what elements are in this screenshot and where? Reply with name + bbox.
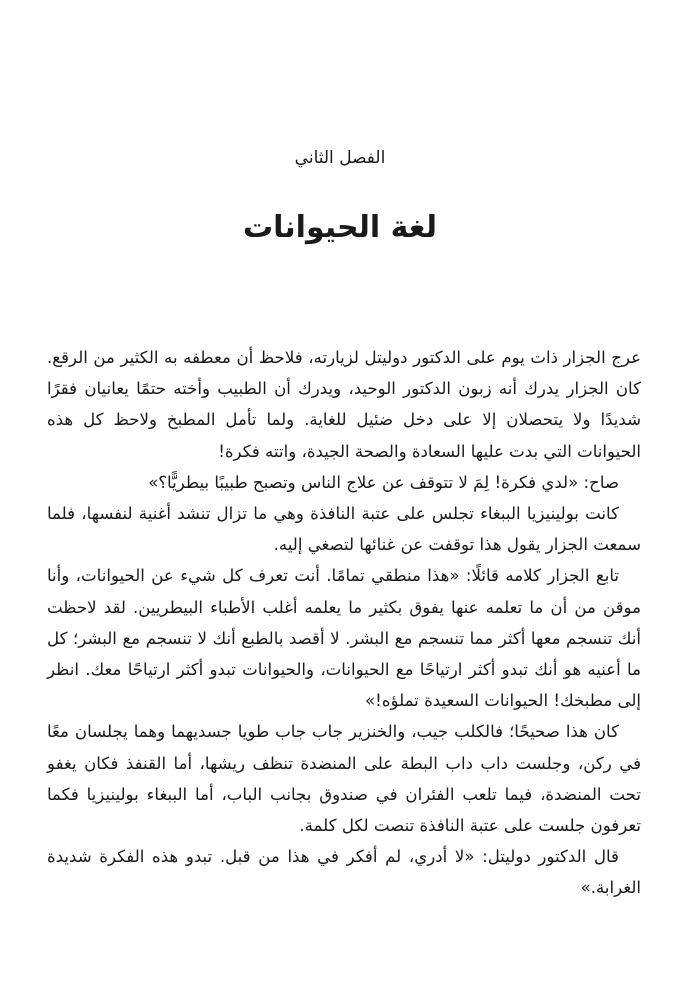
paragraph: كانت بولينيزيا الببغاء تجلس على عتبة النافذة وهي ما تزال تنشد أغنية لنفسها، فلما سمعت الجزار يقول هذا توقفت عن غنائها لتصغي إليه. xyxy=(47,504,641,555)
paragraph: تابع الجزار كلامه قائلًا: «هذا منطقي تمامًا. أنت تعرف كل شيء عن الحيوانات، وأنا موقن من أن ما تعلمه عنها يفوق بكثير ما يعلمه أغلب الأطباء البيطريين. لقد لاحظت أنك تنسجم معها أكثر مما تنسجم مع البشر. لا أقصد بالطبع أنك لا تنسجم مع البشر؛ كل ما أعنيه هو أنك تبدو أكثر ارتياحًا مع الحيوانات، والحيوانات تبدو أكثر ارتياحًا معك. انظر إلى مطبخك! الحيوانات السعيدة تملؤه!» xyxy=(47,566,641,711)
paragraph: قال الدكتور دوليتل: «لا أدري، لم أفكر في هذا من قبل. تبدو هذه الفكرة شديدة الغرابة.» xyxy=(47,847,641,898)
paragraph: عرج الجزار ذات يوم على الدكتور دوليتل لزيارته، فلاحظ أن معطفه به الكثير من الرقع. كان الجزار يدرك أنه زبون الدكتور الوحيد، ويدرك أن الطبيب وأخته حتمًا يعانيان فقرًا شديدًا ولا يتحصلان إلا على دخل ضئيل للغاية. ولما تأمل المطبخ ولاحظ كل هذه الحيوانات التي بدت عليها السعادة والصحة الجيدة، واتته فكرة! xyxy=(47,348,641,461)
paragraph: صاح: «لدي فكرة! لِمَ لا تتوقف عن علاج الناس وتصبح طبيبًا بيطريًّا؟» xyxy=(148,472,619,492)
chapter-title: لغة الحيوانات xyxy=(242,210,438,245)
chapter-body xyxy=(47,342,641,904)
paragraph: كان هذا صحيحًا؛ فالكلب جيب، والخنزير جاب جاب طويا جسديهما وهما يجلسان معًا في ركن، وجلست داب داب البطة على المنضدة تنظف ريشها، أما القنفذ فكان يغفو تحت المنضدة، فيما تلعب الفئران في صندوق بجانب الباب، أما الببغاء بولينيزيا فكما تعرفون جلست على عتبة النافذة تنصت لكل كلمة. xyxy=(47,722,641,836)
chapter-label: الفصل الثاني xyxy=(294,148,386,168)
